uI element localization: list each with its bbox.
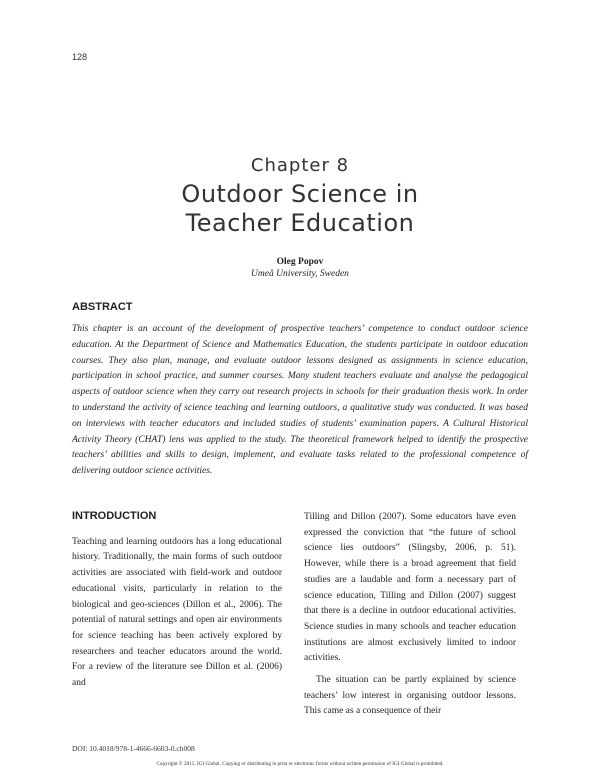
chapter-title-line1: Outdoor Science in: [181, 180, 419, 208]
copyright-notice: Copyright © 2015, IGI Global. Copying or distributing in print or electronic forms without written permission of IGI Global is prohibited.: [156, 761, 444, 767]
left-column: [72, 509, 282, 692]
chapter-title-line2: Teacher Education: [185, 209, 415, 237]
right-column: [304, 510, 516, 720]
author-block: [0, 256, 600, 280]
author-name: Oleg Popov: [276, 257, 324, 267]
doi: DOI: 10.4018/978-1-4666-6603-0.ch008: [72, 744, 195, 753]
page-number: 128: [72, 52, 88, 62]
intro-paragraph-right-1: Tilling and Dillon (2007). Some educators have even expressed the conviction that “the future of school science lies outdoors” (Slingsby, 2006, p. 51). However, while there is a broad agreement that field studies are a laudable and form a necessary part of science education, Tilling and Dillon (2007) suggest that there is a decline in outdoor educational activities. Science studies in many schools and teacher education institutions are almost exclusively limited to indoor activities.: [304, 512, 516, 664]
author-affiliation: Umeå University, Sweden: [251, 269, 349, 279]
chapter-header: [0, 155, 600, 238]
abstract-heading: ABSTRACT: [72, 301, 133, 313]
chapter-label: Chapter 8: [250, 155, 350, 176]
intro-paragraph-left: Teaching and learning outdoors has a long educational history. Traditionally, the main forms of such outdoor activities are associated with field-work and outdoor educational visits, particularly in relation to the biological and geo-sciences (Dillon et al., 2006). The potential of natural settings and open air environments for science teaching has been actively explored by researchers and teacher educators around the world. For a review of the literature see Dillon et al. (2006) and: [72, 536, 282, 689]
abstract-text: This chapter is an account of the development of prospective teachers’ competence to conduct outdoor science education. At the Department of Science and Mathematics Education, the students participate in outdoor education courses. They also plan, manage, and evaluate outdoor lessons designed as assignments in science education, participation in school practice, and summer courses. Many student teachers evaluate and analyse the pedagogical aspects of outdoor science when they carry out research projects in schools for their graduation thesis work. In order to understand the activity of science teaching and learning outdoors, a qualitative study was conducted. It was based on interviews with teacher educators and included studies of students’ examination papers. A Cultural Historical Activity Theory (CHAT) lens was applied to the study. The theoretical framework helped to identify the prospective teachers’ abilities and skills to design, implement, and evaluate tasks related to the professional competence of delivering outdoor science activities.: [72, 324, 528, 477]
intro-paragraph-right-2: The situation can be partly explained by science teachers’ low interest in organising outdoor lessons. This came as a consequence of their: [304, 675, 516, 717]
introduction-heading: INTRODUCTION: [72, 510, 157, 522]
